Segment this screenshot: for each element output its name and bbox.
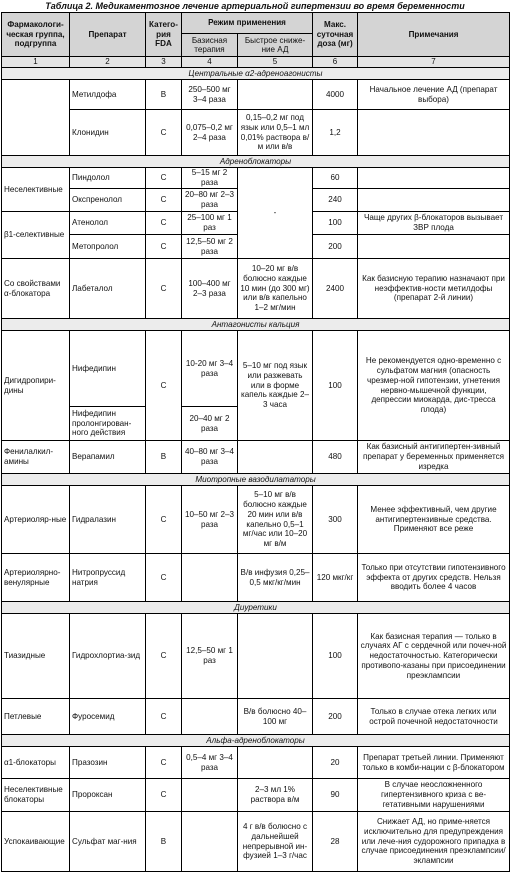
group-cell: Со свойствами α-блокатора (2, 259, 70, 319)
table-row (2, 441, 510, 474)
fda-cell: C (146, 331, 182, 441)
fda-cell: C (146, 554, 182, 602)
group-cell: Артериоляр-ные (2, 486, 70, 554)
notes-cell: Не рекомендуется одно-временно с сульфатом магния (опасность чрезмер-ной гипотензии, угнетения нервно-мышечной функции, депрессии миокарда, дис-тресса плода) (358, 331, 510, 441)
group-cell: Дигидропири-дины (2, 331, 70, 441)
fast-cell (238, 441, 313, 474)
fast-cell: В/в инфузия 0,25–0,5 мкг/кг/мин (238, 554, 313, 602)
max-cell: 28 (313, 812, 358, 872)
notes-cell: В случае неосложненного гипертензивного криза с ве-гетативными нарушениями (358, 779, 510, 812)
section-row (2, 474, 510, 486)
max-cell: 100 (313, 614, 358, 699)
max-cell: 480 (313, 441, 358, 474)
basic-cell: 0,5–4 мг 3–4 раза (182, 747, 238, 779)
fast-cell: 5–10 мг в/в болюсно каждые 20 мин или в/в капельно 0,5–1 мг/час или 10–20 мг в/м (238, 486, 313, 554)
fast-cell: В/в болюсно 40–100 мг (238, 699, 313, 735)
notes-cell (358, 168, 510, 189)
table-row (2, 614, 510, 699)
fast-cell: 2–3 мл 1% раствора в/м (238, 779, 313, 812)
col-number: 3 (146, 57, 182, 68)
group-cell (2, 80, 70, 156)
drug-cell: Верапамил (70, 441, 146, 474)
fda-cell: C (146, 212, 182, 235)
group-cell: Петлевые (2, 699, 70, 735)
notes-cell: Чаще других β-блокаторов вызывает ЗВР плода (358, 212, 510, 235)
group-cell: Неселективные (2, 168, 70, 212)
notes-cell: Как базисную терапию назначают при неэффектив-ности метилдофы (препарат 2-й линии) (358, 259, 510, 319)
fda-cell: B (146, 441, 182, 474)
drug-cell: Нифедипин (70, 331, 146, 407)
fda-cell: C (146, 747, 182, 779)
column-number-row (2, 57, 510, 68)
drug-cell: Лабеталол (70, 259, 146, 319)
section-title: Антагонисты кальция (2, 319, 510, 331)
basic-cell: 12,5–50 мг 2 раза (182, 235, 238, 259)
fast-cell: 5–10 мг под язык или разжевать или в форме капель каждые 2–3 часа (238, 331, 313, 441)
table-row (2, 110, 510, 156)
drug-cell: Клонидин (70, 110, 146, 156)
notes-cell (358, 189, 510, 212)
drug-cell: Нитропруссид натрия (70, 554, 146, 602)
group-cell: α1-блокаторы (2, 747, 70, 779)
header-group: Фармакологи-ческая группа, подгруппа (2, 13, 70, 57)
drug-cell: Нифедипин пролонгирован-ного действия (70, 407, 146, 441)
drug-cell: Гидралазин (70, 486, 146, 554)
col-number: 2 (70, 57, 146, 68)
table-row (2, 168, 510, 189)
basic-cell (182, 699, 238, 735)
table-row (2, 747, 510, 779)
group-cell: Тиазидные (2, 614, 70, 699)
drug-cell: Метопролол (70, 235, 146, 259)
notes-cell: Как базисная терапия — только в случаях АГ с сердечной или почеч-ной недостаточностью. Категорически противопо-казаны при присоединении преэклампсии (358, 614, 510, 699)
notes-cell (358, 110, 510, 156)
max-cell: 200 (313, 235, 358, 259)
basic-cell: 20–40 мг 2 раза (182, 407, 238, 441)
table-row (2, 486, 510, 554)
max-cell: 90 (313, 779, 358, 812)
max-cell: 2400 (313, 259, 358, 319)
table-row (2, 812, 510, 872)
basic-cell: 10–50 мг 2–3 раза (182, 486, 238, 554)
basic-cell: 25–100 мг 1 раз (182, 212, 238, 235)
table-row (2, 554, 510, 602)
max-cell: 4000 (313, 80, 358, 110)
max-cell: 200 (313, 699, 358, 735)
table-caption: Таблица 2. Медикаментозное лечение артериальной гипертензии во время беременности (45, 1, 465, 11)
basic-cell: 10-20 мг 3–4 раза (182, 331, 238, 407)
drug-cell: Окспренолол (70, 189, 146, 212)
notes-cell: Только при отсутствии гипотензивного эффекта от других средств. Нельзя вводить более 4 часов (358, 554, 510, 602)
drug-cell: Пиндолол (70, 168, 146, 189)
drug-cell: Сульфат маг-ния (70, 812, 146, 872)
fda-cell: C (146, 614, 182, 699)
fda-cell: B (146, 80, 182, 110)
drug-cell: Празозин (70, 747, 146, 779)
basic-cell: 12,5–50 мг 1 раз (182, 614, 238, 699)
header-fda: Катего-рия FDA (146, 13, 182, 57)
fast-cell: 4 г в/в болюсно с дальнейшей непрерывной ин-фузией 1–3 г/час (238, 812, 313, 872)
max-cell: 240 (313, 189, 358, 212)
section-row (2, 602, 510, 614)
fda-cell: C (146, 259, 182, 319)
basic-cell (182, 779, 238, 812)
drug-cell: Гидрохлортиа-зид (70, 614, 146, 699)
table-row (2, 779, 510, 812)
max-cell: 120 мкг/кг (313, 554, 358, 602)
col-number: 4 (182, 57, 238, 68)
header-fast: Быстрое сниже-ние АД (238, 34, 313, 57)
header-notes: Примечания (358, 13, 510, 57)
col-number: 5 (238, 57, 313, 68)
notes-cell: Препарат третьей линии. Применяют только в комби-нации с β-блокатором (358, 747, 510, 779)
basic-cell: 250–500 мг 3–4 раза (182, 80, 238, 110)
table-row (2, 699, 510, 735)
notes-cell (358, 235, 510, 259)
basic-cell (182, 812, 238, 872)
drug-cell: Атенолол (70, 212, 146, 235)
section-title: Альфа-адреноблокаторы (2, 735, 510, 747)
notes-cell: Только в случае отека легких или острой почечной недостаточности (358, 699, 510, 735)
fast-cell: - (238, 168, 313, 259)
max-cell: 100 (313, 212, 358, 235)
col-number: 7 (358, 57, 510, 68)
section-title: Адреноблокаторы (2, 156, 510, 168)
fast-cell: 0,15–0,2 мг под язык или 0,5–1 мл 0,01% раствора в/м или в/в (238, 110, 313, 156)
drug-cell: Фуросемид (70, 699, 146, 735)
header-drug: Препарат (70, 13, 146, 57)
fda-cell: C (146, 189, 182, 212)
fast-cell (238, 614, 313, 699)
fast-cell (238, 747, 313, 779)
notes-cell: Начальное лечение АД (препарат выбора) (358, 80, 510, 110)
notes-cell: Как базисный антигипертен-зивный препарат у беременных применяется изредка (358, 441, 510, 474)
fda-cell: C (146, 699, 182, 735)
header-row (2, 13, 510, 34)
header-regime: Режим применения (182, 13, 313, 34)
group-cell: Артериолярно-венулярные (2, 554, 70, 602)
fda-cell: C (146, 486, 182, 554)
group-cell: Фенилалкил-амины (2, 441, 70, 474)
max-cell: 20 (313, 747, 358, 779)
section-title: Диуретики (2, 602, 510, 614)
drug-cell: Пророксан (70, 779, 146, 812)
fda-cell: C (146, 168, 182, 189)
max-cell: 60 (313, 168, 358, 189)
fast-cell (238, 80, 313, 110)
table-row (2, 259, 510, 319)
header-basic: Базисная терапия (182, 34, 238, 57)
basic-cell: 40–80 мг 3–4 раза (182, 441, 238, 474)
notes-cell: Менее эффективный, чем другие антигипертензивные средства. Применяют все реже (358, 486, 510, 554)
basic-cell: 20–80 мг 2–3 раза (182, 189, 238, 212)
table-row (2, 331, 510, 407)
fda-cell: C (146, 779, 182, 812)
basic-cell: 5–15 мг 2 раза (182, 168, 238, 189)
section-row (2, 319, 510, 331)
max-cell: 300 (313, 486, 358, 554)
max-cell: 100 (313, 331, 358, 441)
fda-cell: C (146, 110, 182, 156)
table-row (2, 80, 510, 110)
treatment-table (1, 12, 510, 872)
fda-cell: B (146, 812, 182, 872)
basic-cell (182, 554, 238, 602)
fda-cell: C (146, 235, 182, 259)
col-number: 6 (313, 57, 358, 68)
header-maxdose: Макс. суточная доза (мг) (313, 13, 358, 57)
group-cell: Неселективные блокаторы (2, 779, 70, 812)
section-row (2, 68, 510, 80)
col-number: 1 (2, 57, 70, 68)
notes-cell: Снижает АД, но приме-няется исключительно для предупреждения или лече-ния судорожного припадка в случае присоединения преэклампсии/эклампсии (358, 812, 510, 872)
basic-cell: 0,075–0,2 мг 2–4 раза (182, 110, 238, 156)
max-cell: 1,2 (313, 110, 358, 156)
section-row (2, 735, 510, 747)
drug-cell: Метилдофа (70, 80, 146, 110)
group-cell: β1-селективные (2, 212, 70, 259)
section-title: Центральные α2-адреноагонисты (2, 68, 510, 80)
section-title: Миотропные вазодилататоры (2, 474, 510, 486)
fast-cell: 10–20 мг в/в болюсно каждые 10 мин (до 300 мг) или в/в капельно 1–2 мг/мин (238, 259, 313, 319)
basic-cell: 100–400 мг 2–3 раза (182, 259, 238, 319)
group-cell: Успокаивающие (2, 812, 70, 872)
section-row (2, 156, 510, 168)
